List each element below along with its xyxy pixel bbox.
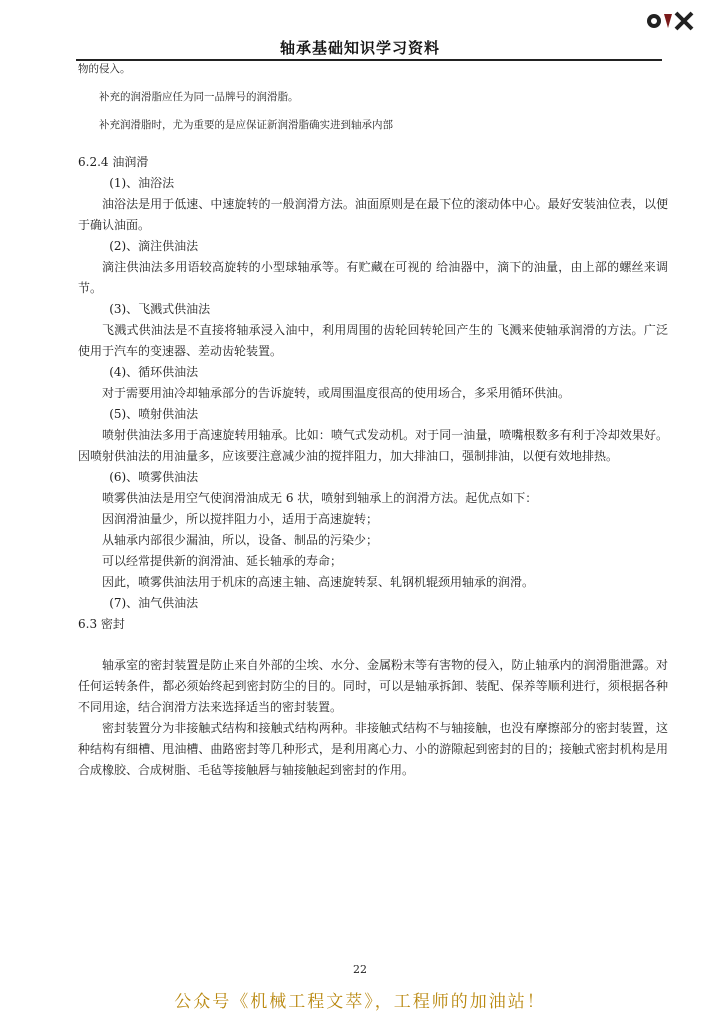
item-paragraph: 滴注供油法多用语较高旋转的小型球轴承等。有贮藏在可视的 给油器中，滴下的油量，由上部的螺丝来调节。 bbox=[78, 260, 668, 295]
item-paragraph: 可以经常提供新的润滑油、延长轴承的寿命； bbox=[102, 554, 343, 568]
seal-paragraph: 密封装置分为非接触式结构和接触式结构两种。非接触式结构不与轴接触，也没有摩擦部分的密封装置，这种结构有细槽、甩油槽、曲路密封等几种形式，是利用离心力、小的游隙起到密封的目的；接触式密封机构是用合成橡胶、合成树脂、毛毡等接触唇与轴接触起到密封的作用。 bbox=[78, 721, 668, 777]
item-paragraph: 喷雾供油法是用空气使润滑油成无 6 状，喷射到轴承上的润滑方法。起优点如下： bbox=[102, 491, 538, 505]
item-title: (1)、油浴法 bbox=[109, 176, 175, 190]
section-heading-6-3: 6.3 密封 bbox=[78, 617, 125, 631]
header-divider bbox=[76, 59, 662, 61]
item-paragraph: 从轴承内部很少漏油，所以，设备、制品的污染少； bbox=[102, 533, 379, 547]
item-paragraph: 飞溅式供油法是不直接将轴承浸入油中，利用周围的齿轮回转轮回产生的 飞溅来使轴承润滑的方法。广泛使用于汽车的变速器、差动齿轮装置。 bbox=[78, 323, 668, 358]
intro-line: 补充的润滑脂应任为同一品牌号的润滑脂。 bbox=[99, 91, 299, 103]
brand-logo-icon bbox=[646, 8, 698, 34]
item-title: (5)、喷射供油法 bbox=[109, 407, 199, 421]
item-title: (2)、滴注供油法 bbox=[109, 239, 199, 253]
item-title: (4)、循环供油法 bbox=[109, 365, 199, 379]
item-paragraph: 对于需要用油冷却轴承部分的告诉旋转，或周围温度很高的使用场合，多采用循环供油。 bbox=[102, 386, 571, 400]
item-paragraph: 因润滑油量少，所以搅拌阻力小，适用于高速旋转； bbox=[102, 512, 379, 526]
item-paragraph: 油浴法是用于低速、中速旋转的一般润滑方法。油面原则是在最下位的滚动体中心。最好安装油位表，以便于确认油面。 bbox=[78, 197, 668, 232]
page-header-title: 轴承基础知识学习资料 bbox=[279, 39, 440, 57]
item-paragraph: 因此，喷雾供油法用于机床的高速主轴、高速旋转泵、轧钢机辊颈用轴承的润滑。 bbox=[102, 575, 535, 589]
footer-slogan: 公众号《机械工程文萃》，工程师的加油站！ bbox=[174, 992, 546, 1012]
item-paragraph: 喷射供油法多用于高速旋转用轴承。比如：喷气式发动机。对于同一油量，喷嘴根数多有利于冷却效果好。因喷射供油法的用油量多，应该要注意减少油的搅拌阻力，加大排油口，强制排油，以便有效地排热。 bbox=[78, 428, 668, 463]
intro-line: 物的侵入。 bbox=[78, 63, 131, 75]
page-number: 22 bbox=[353, 963, 367, 976]
seal-paragraph: 轴承室的密封装置是防止来自外部的尘埃、水分、金属粉末等有害物的侵入，防止轴承内的润滑脂泄露。对任何运转条件，都必须始终起到密封防尘的目的。同时，可以是轴承拆卸、装配、保养等顺利进行，须根据各种不同用途，结合润滑方法来选择适当的密封装置。 bbox=[78, 658, 668, 714]
item-title: (3)、飞溅式供油法 bbox=[109, 302, 211, 316]
intro-line: 补充润滑脂时，尤为重要的是应保证新润滑脂确实进到轴承内部 bbox=[99, 119, 393, 131]
document-body bbox=[78, 62, 668, 781]
item-title: (6)、喷雾供油法 bbox=[109, 470, 199, 484]
section-heading-6-2-4: 6.2.4 油润滑 bbox=[78, 155, 149, 169]
item-title: (7)、油气供油法 bbox=[109, 596, 199, 610]
